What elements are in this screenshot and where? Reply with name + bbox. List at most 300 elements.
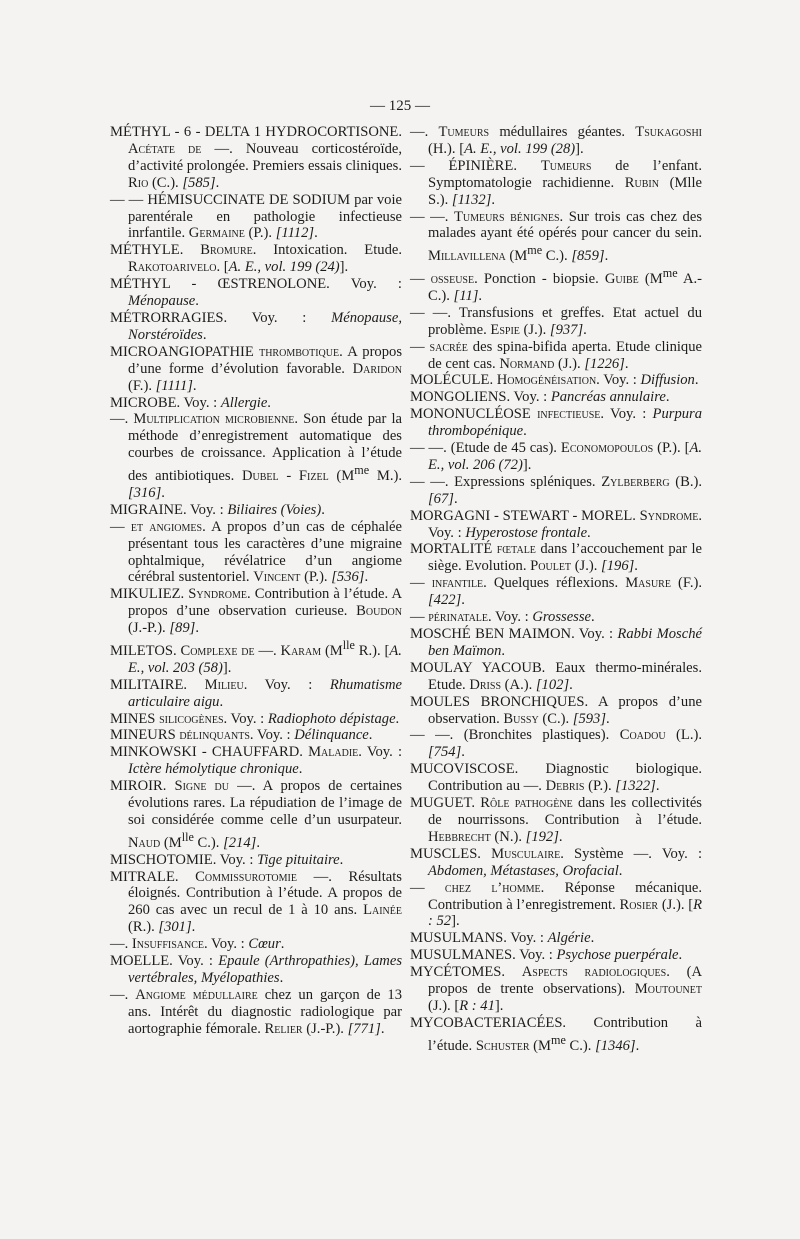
entry-text: R.). [: [354, 642, 390, 659]
entry-text: .: [298, 761, 303, 778]
entry-smallcaps-text: Coadou: [619, 727, 666, 744]
entry-text: C.).: [542, 248, 572, 265]
entry-text: MYCOBACTERIACÉES. Contribution à l’étude.: [410, 1014, 702, 1054]
entry-text: (M: [321, 642, 343, 659]
entry-text: .: [635, 1037, 640, 1054]
entry-smallcaps-text: Bussy: [503, 710, 539, 727]
entry-italic-text: Psychose puerpérale: [556, 947, 679, 964]
entry-text: C.).: [565, 1037, 596, 1054]
entry-smallcaps-text: Naud: [128, 834, 161, 851]
entry-text: MOELLE. Voy. :: [110, 953, 219, 970]
entry-smallcaps-text: Angiome médullaire: [135, 986, 258, 1003]
entry-smallcaps-text: Millavillena: [428, 248, 506, 265]
entry-text: (J.).: [519, 321, 550, 338]
entry-text: chez un garçon de 13 ans. Intérêt du diagnostic radiologique par aortographie fémorale.: [128, 986, 402, 1037]
entry-italic-text: [214]: [223, 834, 257, 851]
entry-text: — —. (Bronchites plastiques).: [410, 727, 620, 744]
entry-text: (J.-P.).: [128, 620, 170, 637]
entry-text: de l’enfant. Symptomatologie rachidienne.: [428, 157, 702, 191]
index-entry: [410, 626, 702, 660]
entry-text: ].: [451, 913, 460, 930]
entry-smallcaps-text: Poulet: [530, 558, 572, 575]
entry-italic-text: Rabbi Mosché ben Maïmon: [428, 626, 702, 659]
entry-text: (F.).: [670, 575, 702, 592]
entry-text: MINES: [110, 710, 160, 727]
entry-italic-text: [1112]: [275, 225, 315, 242]
entry-italic-text: Ménopause, Norstéroïdes: [128, 309, 402, 343]
entry-text: MUSULMANES. Voy. :: [410, 947, 557, 964]
entry-smallcaps-text: Rôle pathogène: [480, 795, 573, 812]
entry-text: — ÉPINIÈRE.: [410, 157, 541, 174]
entry-text: — —. Expressions spléniques.: [410, 473, 602, 490]
entry-text: (Mlle S.).: [428, 174, 702, 208]
entry-text: .: [202, 326, 207, 343]
entry-text: MOULAY YACOUB. Eaux thermo-minérales. Etude.: [410, 659, 702, 693]
entry-smallcaps-text: Masure: [625, 575, 671, 592]
entry-smallcaps-text: Hebbrecht: [428, 828, 491, 845]
entry-text: MOULES BRONCHIQUES. A propos d’une observation.: [410, 693, 702, 727]
entry-text: —.: [254, 642, 281, 659]
entry-text: (M: [160, 834, 182, 851]
entry-text: (R.).: [128, 919, 159, 936]
index-entry: [110, 637, 402, 677]
entry-italic-text: [859]: [571, 248, 605, 265]
entry-text: . Intoxication. Etude.: [252, 242, 402, 259]
entry-text: .: [590, 930, 595, 947]
entry-text: .: [665, 389, 670, 406]
index-entry: [410, 124, 702, 158]
entry-text: .: [591, 609, 595, 626]
entry-smallcaps-text: Bromure: [200, 242, 253, 259]
index-entry: [410, 339, 702, 373]
entry-text: .: [587, 524, 591, 541]
entry-smallcaps-text: osseuse: [430, 270, 475, 287]
entry-italic-text: Allergie: [220, 394, 268, 411]
entry-text: dans les collectivités de nourrissons. Contribution à l’étude.: [428, 795, 702, 828]
right-column: [410, 124, 702, 1055]
entry-smallcaps-text: Dubel - Fizel: [241, 467, 329, 484]
entry-italic-text: A. E., vol. 203 (58): [128, 642, 402, 676]
entry-smallcaps-text: Guibe: [604, 270, 639, 287]
index-entry: [410, 727, 702, 761]
entry-text: (F.).: [128, 377, 156, 394]
index-entry: [110, 502, 402, 519]
entry-text: MIGRAINE. Voy. :: [110, 501, 228, 518]
entry-text: ].: [339, 259, 349, 276]
entry-text: MORGAGNI - STEWART - MOREL.: [410, 507, 640, 524]
entry-text: MYCÉTOMES.: [410, 964, 522, 981]
entry-smallcaps-text: fœtale: [496, 541, 536, 558]
entry-superscript: me: [662, 266, 678, 281]
entry-text: .: [321, 501, 325, 518]
entry-smallcaps-text: Driss: [469, 676, 502, 693]
entry-text: — —.: [410, 208, 454, 225]
entry-text: .: [604, 248, 609, 265]
entry-italic-text: [771]: [347, 1020, 381, 1037]
entry-text: . Voy. :: [204, 936, 249, 953]
entry-text: ].: [222, 659, 232, 676]
entry-text: MONONUCLÉOSE: [410, 406, 538, 423]
entry-text: —.: [410, 124, 439, 140]
entry-text: MINEURS: [110, 727, 180, 744]
entry-text: MÉTRORRAGIES. Voy. :: [110, 309, 332, 326]
entry-text: .: [583, 321, 587, 338]
index-entry: [110, 411, 402, 501]
entry-smallcaps-text: thrombotique: [259, 343, 340, 360]
entry-text: . Réponse mécanique. Contribution à l’enregistrement.: [428, 879, 702, 913]
entry-text: — —. (Etude de 45 cas).: [410, 440, 561, 457]
entry-italic-text: Abdomen, Métastases, Orofacial: [428, 862, 619, 879]
entry-italic-text: [196]: [601, 558, 635, 575]
entry-italic-text: A. E., vol. 199 (28): [464, 140, 576, 157]
entry-text: .: [195, 293, 199, 310]
entry-text: (J.).: [554, 355, 585, 372]
entry-text: MITRALE.: [110, 868, 196, 885]
entry-italic-text: Diffusion: [640, 372, 695, 389]
entry-smallcaps-text: Tsukagoshi: [635, 124, 702, 140]
entry-text: ].: [494, 997, 504, 1014]
entry-text: . Sur trois cas chez des malades ayant été opérés pour cancer du sein.: [428, 208, 702, 242]
entry-text: .: [256, 834, 260, 851]
entry-smallcaps-text: Vincent: [253, 569, 301, 586]
entry-smallcaps-text: Aspects radiologiques: [521, 964, 667, 981]
entry-italic-text: [536]: [331, 569, 365, 586]
index-entry: [410, 372, 702, 389]
entry-text: (C.).: [538, 710, 573, 727]
entry-superscript: lle: [342, 638, 355, 653]
entry-superscript: me: [354, 463, 370, 478]
entry-text: —: [410, 609, 429, 626]
entry-text: .: [618, 862, 623, 879]
entry-italic-text: Biliaires (Voies): [227, 501, 322, 518]
entry-text: —.: [110, 411, 134, 428]
entry-text: ].: [522, 456, 532, 473]
entry-italic-text: [192]: [525, 828, 559, 845]
entry-text: (H.). [: [428, 140, 465, 157]
entry-text: (J.). [: [428, 997, 460, 1014]
entry-text: (L.).: [665, 727, 702, 744]
entry-italic-text: R : 52: [428, 896, 702, 930]
entry-text: —. Résultats éloignés. Contribution à l’étude. A propos de 260 cas avec un recul de 1 à 10 ans.: [128, 868, 402, 919]
entry-text: (M: [505, 248, 528, 265]
entry-text: (P.). [: [653, 440, 690, 457]
entry-text: .: [453, 490, 458, 507]
entry-text: MONGOLIENS. Voy. :: [410, 389, 551, 406]
entry-smallcaps-text: périnatale: [428, 609, 489, 626]
entry-text: . Voy. :: [358, 744, 403, 761]
entry-italic-text: [11]: [453, 287, 479, 304]
entry-smallcaps-text: Multiplication microbienne: [133, 411, 295, 428]
entry-text: . Voy. :: [596, 372, 641, 389]
entry-italic-text: Délinquance: [294, 727, 369, 744]
entry-text: MUCOVISCOSE. Diagnostic biologique. Contribution au —.: [410, 761, 702, 795]
entry-smallcaps-text: silicogènes: [159, 710, 224, 727]
entry-smallcaps-text: infantile: [431, 575, 484, 592]
entry-smallcaps-text: Germaine: [188, 225, 245, 242]
index-entry: [410, 846, 702, 880]
index-entry: [110, 192, 402, 243]
left-column: [110, 124, 402, 1038]
entry-text: .: [219, 693, 224, 710]
entry-text: . Voy. :: [428, 507, 702, 541]
entry-superscript: lle: [181, 829, 194, 844]
entry-text: (C.).: [148, 174, 183, 191]
entry-smallcaps-text: Signe du: [174, 778, 229, 795]
entry-text: .: [491, 191, 496, 208]
entry-smallcaps-text: Moutounet: [634, 981, 702, 998]
entry-smallcaps-text: Tumeurs: [540, 157, 592, 174]
entry-text: . [: [216, 259, 229, 276]
entry-smallcaps-text: Rosier: [619, 896, 659, 913]
entry-smallcaps-text: infectieuse: [537, 406, 601, 423]
entry-text: .: [368, 727, 373, 744]
index-entry: [110, 744, 402, 778]
entry-text: (N.).: [490, 828, 526, 845]
entry-text: MIKULIEZ.: [110, 586, 189, 603]
index-entry: [110, 242, 402, 276]
index-entry: [410, 880, 702, 931]
index-entry: [110, 727, 402, 744]
entry-text: MICROBE. Voy. :: [110, 394, 221, 411]
entry-smallcaps-text: Debris: [545, 778, 585, 795]
entry-text: . Voy. :: [600, 406, 653, 423]
entry-italic-text: Purpura thrombopénique: [428, 406, 703, 440]
entry-italic-text: [301]: [158, 919, 192, 936]
entry-italic-text: Radiophoto dépistage: [267, 710, 396, 727]
entry-text: MICROANGIOPATHIE: [110, 343, 260, 360]
entry-italic-text: [593]: [572, 710, 607, 727]
entry-text: .: [461, 744, 465, 761]
index-entry: [410, 1015, 702, 1055]
entry-smallcaps-text: Tumeurs: [438, 124, 490, 140]
entry-smallcaps-text: chez l’homme: [444, 879, 541, 896]
entry-superscript: me: [527, 243, 543, 258]
page-number: — 125 —: [370, 98, 430, 114]
entry-text: . Ponction - biopsie.: [474, 270, 605, 287]
entry-text: . Voy. :: [488, 609, 533, 626]
entry-text: — — HÉMISUCCINATE DE SODIUM par voie parentérale en pathologie infectieuse inrfantile.: [110, 191, 402, 242]
entry-smallcaps-text: Lainée: [363, 902, 402, 919]
entry-smallcaps-text: Musculaire: [491, 845, 561, 862]
entry-text: . Son étude par la méthode d’enregistrement automatique des courbes de croissance. Application à l’étude des antibiotiques.: [128, 411, 402, 484]
entry-smallcaps-text: Schuster: [475, 1037, 530, 1054]
index-entry: [110, 936, 402, 953]
entry-text: .: [395, 710, 400, 727]
entry-italic-text: [1322]: [615, 778, 656, 795]
entry-text: dans l’accouchement par le siège. Evolution.: [428, 541, 702, 575]
index-entry: [410, 541, 702, 575]
entry-italic-text: [316]: [128, 484, 162, 501]
index-entry: [410, 660, 702, 694]
entry-text: —: [410, 338, 430, 355]
entry-italic-text: Rhumatisme articulaire aigu: [128, 676, 402, 710]
entry-text: (B.).: [669, 473, 702, 490]
entry-text: .: [634, 558, 638, 575]
index-entry: [410, 694, 702, 728]
index-entry: [410, 964, 702, 1015]
entry-text: (J.-P.).: [302, 1020, 348, 1037]
index-entry: [110, 711, 402, 728]
index-entry: [410, 389, 702, 406]
entry-smallcaps-text: Complexe de: [180, 642, 255, 659]
entry-smallcaps-text: Tumeurs bénignes: [453, 208, 560, 225]
index-entry: [110, 124, 402, 192]
entry-text: MOLÉCULE.: [410, 372, 497, 389]
entry-text: —: [410, 575, 432, 592]
entry-smallcaps-text: Insuffisance: [131, 936, 204, 953]
entry-italic-text: [754]: [428, 744, 462, 761]
entry-italic-text: Grossesse: [532, 609, 592, 626]
entry-italic-text: Tige pituitaire: [257, 851, 340, 868]
entry-text: .: [694, 372, 699, 389]
entry-text: ].: [575, 140, 584, 157]
entry-text: MILITAIRE.: [110, 676, 205, 693]
entry-text: .: [655, 778, 660, 795]
entry-italic-text: [937]: [549, 321, 584, 338]
entry-text: .: [279, 969, 284, 986]
index-entry: [410, 575, 702, 609]
entry-text: .: [380, 1020, 385, 1037]
entry-smallcaps-text: Homogénéisation: [496, 372, 597, 389]
index-entry: [110, 953, 402, 987]
entry-text: .: [501, 642, 506, 659]
entry-text: (P.).: [300, 569, 332, 586]
entry-text: —. A propos de certaines évolutions rares. La répudiation de l’image de soi considérée comme celle d’un usurpateur.: [128, 778, 403, 828]
entry-text: . Voy. :: [243, 676, 330, 693]
entry-text: . Système —. Voy. :: [560, 845, 703, 862]
entry-smallcaps-text: Syndrome: [639, 507, 699, 524]
entry-smallcaps-text: Normand: [499, 355, 555, 372]
entry-smallcaps-text: sacrée: [429, 338, 468, 355]
entry-text: .: [478, 287, 483, 304]
index-entry: [410, 474, 702, 508]
entry-text: (J.). [: [658, 896, 694, 913]
entry-smallcaps-text: Commissurotomie: [195, 868, 297, 885]
index-entry: [410, 406, 702, 440]
index-entry: [410, 209, 702, 266]
index-entry: [110, 395, 402, 412]
entry-smallcaps-text: Espie: [490, 321, 520, 338]
index-entry: [110, 869, 402, 937]
entry-text: MORTALITÉ: [410, 541, 497, 558]
entry-text: .: [215, 174, 220, 191]
entry-text: .: [461, 592, 465, 609]
entry-text: .: [678, 947, 683, 964]
index-entry: [410, 440, 702, 474]
index-entry: [410, 795, 702, 846]
entry-smallcaps-text: et angiomes: [130, 518, 203, 535]
entry-text: MUGUET.: [410, 795, 481, 812]
entry-italic-text: Epaule (Arthropathies), Lames vertébrales, Myélopathies: [128, 953, 402, 986]
entry-text: . (A propos de trente observations).: [428, 964, 702, 998]
entry-text: . A propos d’une forme d’évolution favorable.: [128, 343, 402, 377]
entry-text: (M: [529, 1037, 552, 1054]
entry-text: MINKOWSKI - CHAUFFARD.: [110, 744, 309, 761]
index-entry: [110, 677, 402, 711]
entry-text: —: [410, 270, 431, 287]
entry-text: . Quelques réflexions.: [483, 575, 626, 592]
entry-text: (P.).: [584, 778, 616, 795]
entry-text: (M: [328, 467, 355, 484]
entry-italic-text: [67]: [428, 490, 454, 507]
entry-text: —: [410, 879, 445, 896]
entry-text: médullaires géantes.: [489, 124, 636, 140]
entry-text: .: [569, 676, 573, 693]
index-entry: [110, 310, 402, 344]
entry-text: .: [624, 355, 629, 372]
entry-smallcaps-text: Milieu: [204, 676, 244, 693]
index-entry: [410, 930, 702, 947]
index-entry: [110, 987, 402, 1038]
entry-text: .: [364, 569, 369, 586]
entry-smallcaps-text: Rakotoarivelo: [128, 259, 217, 276]
entry-superscript: me: [551, 1032, 566, 1047]
entry-italic-text: Algérie: [547, 930, 591, 947]
entry-text: —.: [110, 936, 132, 953]
entry-italic-text: [89]: [169, 620, 196, 637]
entry-text: .: [191, 919, 196, 936]
entry-text: MOSCHÉ BEN MAIMON. Voy. :: [410, 626, 618, 642]
entry-text: .: [523, 423, 527, 440]
entry-italic-text: Ménopause: [128, 293, 196, 310]
entry-text: (A.).: [501, 676, 536, 693]
entry-text: A.-C.).: [428, 270, 702, 304]
entry-text: M.).: [369, 467, 402, 484]
entry-smallcaps-text: Boudon: [356, 603, 402, 620]
entry-text: MÉTHYL - 6 - DELTA 1 HYDROCORTISONE.: [110, 124, 402, 140]
entry-text: —.: [110, 986, 136, 1003]
index-entry: [110, 852, 402, 869]
index-entry: [110, 344, 402, 395]
index-entry: [110, 586, 402, 637]
index-entry: [410, 761, 702, 795]
entry-italic-text: Hyperostose frontale: [465, 524, 588, 541]
entry-text: (J.).: [571, 558, 602, 575]
index-entry: [110, 519, 402, 587]
entry-italic-text: A. E., vol. 199 (24): [228, 259, 340, 276]
index-entry: [410, 947, 702, 964]
entry-text: . Voy. :: [249, 727, 295, 744]
entry-text: — —. Transfusions et greffes. Etat actuel du problème.: [410, 304, 702, 338]
entry-text: .: [195, 620, 199, 637]
index-entry: [410, 305, 702, 339]
entry-smallcaps-text: Maladie: [308, 744, 359, 761]
entry-italic-text: Ictère hémolytique chronique: [128, 761, 299, 778]
entry-smallcaps-text: Acétate de: [128, 140, 202, 157]
entry-smallcaps-text: Economopoulos: [560, 440, 654, 457]
entry-text: .: [606, 710, 610, 727]
entry-text: .: [192, 377, 197, 394]
entry-smallcaps-text: Relier: [264, 1020, 303, 1037]
index-entry: [110, 276, 402, 310]
entry-italic-text: [1132]: [451, 191, 492, 208]
entry-italic-text: Cœur: [248, 936, 281, 953]
entry-text: C.).: [193, 834, 224, 851]
entry-text: des spina-bifida aperta. Etude clinique de cent cas.: [428, 338, 702, 372]
index-entry: [410, 265, 702, 305]
entry-text: .: [558, 828, 563, 845]
entry-text: (M: [638, 270, 663, 287]
entry-text: MUSCLES.: [410, 845, 492, 862]
entry-italic-text: [1111]: [155, 377, 193, 394]
entry-text: MILETOS.: [110, 642, 181, 659]
index-entry: [110, 778, 402, 851]
entry-smallcaps-text: délinquants: [179, 727, 250, 744]
entry-text: —: [110, 518, 131, 535]
entry-text: . Contribution à l’étude. A propos d’une observation curieuse.: [128, 586, 402, 620]
entry-smallcaps-text: Rubin: [624, 174, 659, 191]
entry-text: MIROIR.: [110, 778, 175, 795]
